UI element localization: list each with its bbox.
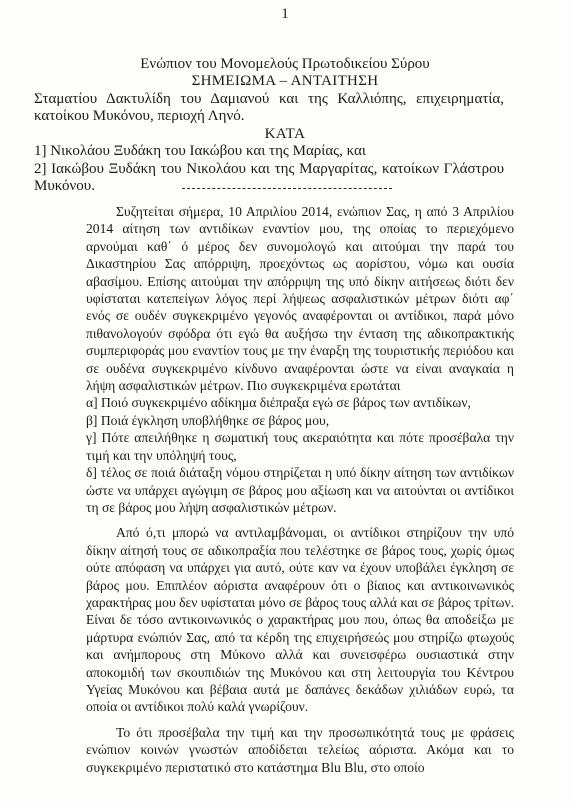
document-type-heading: ΣΗΜΕΙΩΜΑ – ΑΝΤΑΙΤΗΣΗ [191, 73, 379, 89]
court-heading: Ενώπιον του Μονομελούς Πρωτοδικείου Σύρου [140, 56, 430, 72]
paragraph-2: Από ό,τι μπορώ να αντιλαμβάνομαι, οι αντίδικοι στηρίζουν την υπό δίκην αίτησή τους σε αδικοπραξία που τελέστηκε σε βάρος τους, χωρίς όμως ούτε απόφαση να υπάρχει για αυτό, ούτε καν να έχουν υποβάλει έγκληση σε βάρος μου. Επιπλέον αόριστα αναφέρουν ότι ο βίαιος και αντικοινωνικός χαρακτήρας μου δεν υφίσταται μόνο σε βάρος τους αλλά και σε βάρος τρίτων. Είναι δε τόσο αντικοινωνικός ο χαρακτήρας μου που, όπως θα αποδείξω με μάρτυρα ενώπιόν Σας, από τα κέρδη της επιχειρήσεώς μου στηρίζω φτωχούς και ανήμπορους στη Μύκονο αλλά και συνεισφέρω ουσιαστικά στην αποκομιδή των σκουπιδιών της Μυκόνου και στη λειτουργία του Κέντρου Υγείας Μυκόνου και βέβαια αυτά με δαπάνες δεκάδων χιλιάδων ευρώ, τα οποία οι αντίδικοι πολύ καλά γνωρίζουν. [86, 525, 514, 715]
defendant-1: 1] Νικολάου Ξυδάκη του Ιακώβου και της Μαρίας, και [34, 143, 366, 159]
section-divider [182, 188, 392, 189]
paragraph-1: Συζητείται σήμερα, 10 Απριλίου 2014, ενώπιον Σας, η από 3 Απριλίου 2014 αίτηση των αντιδίκων εναντίον μου, της οποίας το περιεχόμενο αρνούμαι καθ΄ ό μέρος δεν συνομολογώ και αιτούμαι την παρά του Δικαστηρίου Σας απόρριψη, προεχόντως ως αορίστου, νόμω και ουσία αβασίμου. Επίσης αιτούμαι την απόρριψη της υπό δίκην αιτήσεως διότι δεν υφίσταται κατεπείγων λόγος περί λήψεως ασφαλιστικών μέτρων διότι αφ΄ ενός σε ουδέν συγκεκριμένο γεγονός αναφέρονται οι αντίδικοι, παρά μόνο πιθανολογούν σφόδρα ότι εγώ θα αυξήσω την ένταση της αδικοπρακτικής συμπεριφοράς μου εναντίον τους με την έναρξη της τουριστικής περιόδου και σε ουδένα συγκεκριμένο κίνδυνο αναφέρονται ώστε να είναι αναγκαία η λήψη ασφαλιστικών μέτρων. Πιο συγκεκριμένα ερωτάται [86, 204, 514, 394]
against-heading: ΚΑΤΑ [264, 126, 306, 142]
paragraph-3: Το ότι προσέβαλα την τιμή και την προσωπικότητά τους με φράσεις ενώπιον κοινών γνωστών αποδίδεται τελείως αόριστα. Ακόμα και το συγκεκριμένο περιστατικό στο κατάστημα Blu Blu, στο οποίο [86, 724, 514, 775]
question-c: γ] Πότε απειλήθηκε η σωματική τους ακεραιότητα και πότε προσέβαλα την τιμή και την υπόληψή τους, [86, 430, 514, 463]
defendant-2: 2] Ιακώβου Ξυδάκη του Νικολάου και της Μαργαρίτας, κατοίκων Γλάστρου Μυκόνου. [34, 161, 504, 194]
question-d: δ] τέλος σε ποιά διάταξη νόμου στηρίζεται η υπό δίκην αίτηση των αντιδίκων ώστε να υπάρχει αγώγιμη σε βάρος μου αξίωση και να αιτούνται οι αντίδικοι τη σε βάρος μου λήψη ασφαλιστικών μέτρων. [86, 465, 514, 515]
question-b: β] Ποιά έγκληση υποβλήθηκε σε βάρος μου, [86, 412, 330, 428]
plaintiff-details: Σταματίου Δακτυλίδη του Δαμιανού και της Καλλιόπης, επιχειρηματία, κατοίκου Μυκόνου, περιοχή Ληνό. [34, 91, 504, 124]
question-a: α] Ποιό συγκεκριμένο αδίκημα διέπραξα εγώ σε βάρος των αντιδίκων, [86, 395, 471, 411]
page-number: 1 [281, 6, 289, 22]
document-body [86, 203, 514, 776]
